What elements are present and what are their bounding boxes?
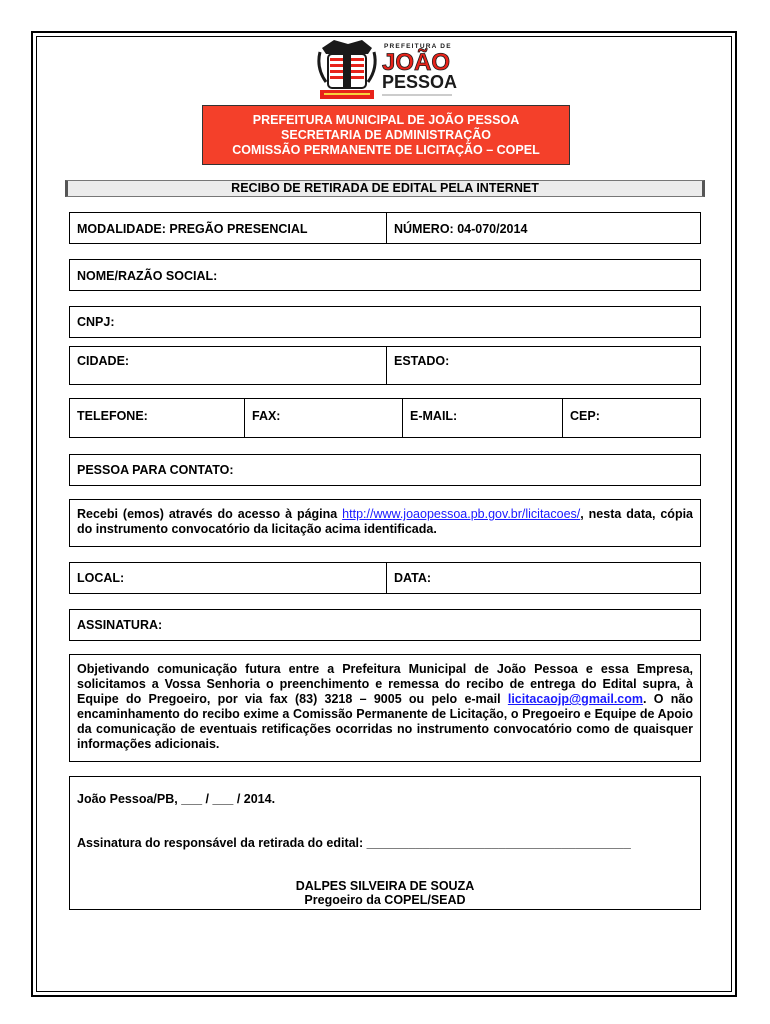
row-contatos xyxy=(69,398,701,438)
signatory xyxy=(70,879,700,907)
telefone-field[interactable]: TELEFONE: xyxy=(77,409,148,423)
estado-field[interactable]: ESTADO: xyxy=(386,347,700,384)
modalidade-field: MODALIDADE: PREGÃO PRESENCIAL xyxy=(77,222,308,236)
logo-prefeitura-text: PREFEITURA DE xyxy=(384,43,452,50)
assinatura-field[interactable]: ASSINATURA: xyxy=(77,618,163,632)
notice-text-before: Objetivando comunicação futura entre a Prefeitura Municipal de João Pessoa e essa Empresa, solicitamos a Vossa Senhoria o preenchimento e remessa do recibo de entrega do Edital supra, à Equipe do Pregoeiro, por via fax (83) 3218 – 9005 ou pelo e-mail xyxy=(77,662,693,706)
numero-field: NÚMERO: 04-070/2014 xyxy=(386,213,700,243)
data-field[interactable]: DATA: xyxy=(386,563,700,593)
notice-text-after: . O não encaminhamento do recibo exime a Comissão Permanente de Licitação, o Pregoeiro e Equipe de Apoio da comunicação de eventuais retificações ocorridas no instrumento convocatório como de quaisquer informações adicionais. xyxy=(77,692,693,751)
nome-field[interactable]: NOME/RAZÃO SOCIAL: xyxy=(77,269,218,283)
cnpj-field[interactable]: CNPJ: xyxy=(77,315,115,329)
header-line-3: COMISSÃO PERMANENTE DE LICITAÇÃO – COPEL xyxy=(232,143,540,157)
logo-pessoa-text: PESSOA xyxy=(382,72,458,92)
local-field[interactable]: LOCAL: xyxy=(77,571,125,585)
row-local xyxy=(69,562,701,594)
row-cidade xyxy=(69,346,701,385)
cep-field[interactable]: CEP: xyxy=(562,399,700,437)
header-line-2: SECRETARIA DE ADMINISTRAÇÃO xyxy=(281,128,491,142)
notice-paragraph xyxy=(69,654,701,762)
receipt-paragraph xyxy=(69,499,701,547)
signatory-role: Pregoeiro da COPEL/SEAD xyxy=(304,893,466,907)
header-box xyxy=(202,105,570,165)
contato-field[interactable]: PESSOA PARA CONTATO: xyxy=(77,463,234,477)
receipt-text-before: Recebi (emos) através do acesso à página xyxy=(77,507,343,521)
cidade-field[interactable]: CIDADE: xyxy=(77,354,130,368)
licitacoes-link[interactable]: http://www.joaopessoa.pb.gov.br/licitacoes/ xyxy=(342,507,581,521)
fax-field[interactable]: FAX: xyxy=(244,399,402,437)
receipt-text-after: , nesta data, cópia do instrumento convocatório da licitação acima identificada. xyxy=(77,507,694,536)
email-link[interactable]: licitacaojp@gmail.com xyxy=(507,692,644,706)
email-field[interactable]: E-MAIL: xyxy=(402,399,562,437)
date-line: João Pessoa/PB, ___ / ___ / 2014. xyxy=(77,792,276,806)
signatory-name: DALPES SILVEIRA DE SOUZA xyxy=(295,879,475,893)
coat-of-arms-icon xyxy=(319,40,375,99)
logo-joao-text: JOÃO xyxy=(382,49,451,76)
row-contato xyxy=(69,454,701,486)
prefeitura-logo xyxy=(316,38,458,102)
document-title: RECIBO DE RETIRADA DE EDITAL PELA INTERNET xyxy=(65,180,705,197)
row-nome xyxy=(69,259,701,291)
row-modalidade xyxy=(69,212,701,244)
signature-block xyxy=(69,776,701,910)
signature-line: Assinatura do responsável da retirada do edital: ______________________________________ xyxy=(77,836,631,850)
header-line-1: PREFEITURA MUNICIPAL DE JOÃO PESSOA xyxy=(252,113,520,127)
row-assinatura xyxy=(69,609,701,641)
row-cnpj xyxy=(69,306,701,338)
